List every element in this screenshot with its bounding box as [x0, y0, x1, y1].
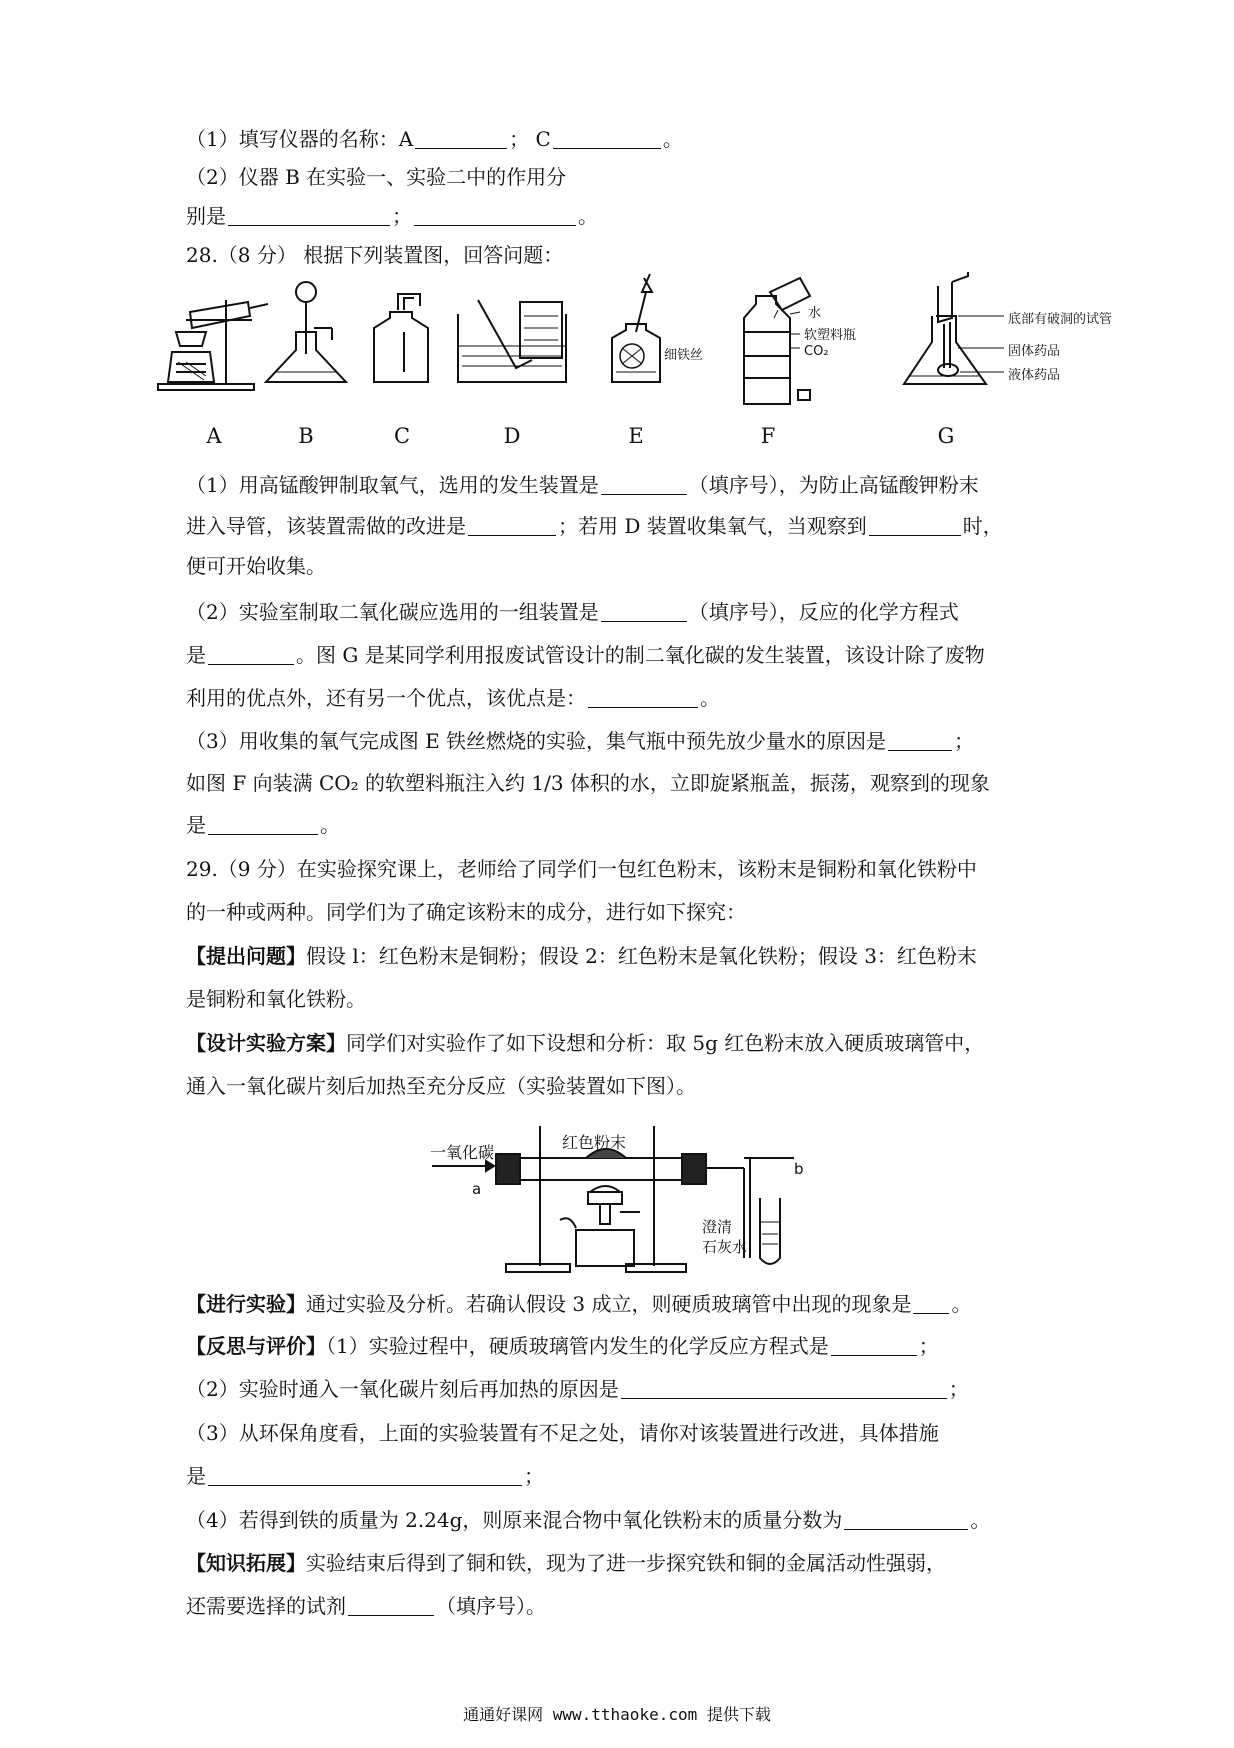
answer-blank-28-8[interactable]	[208, 812, 318, 835]
label-broken-tube: 底部有破洞的试管	[1008, 312, 1113, 327]
answer-blank-28-4[interactable]	[601, 599, 687, 622]
figure-label-f: F	[760, 424, 776, 448]
q29-line8-end: ；	[918, 1334, 939, 1358]
answer-blank-28-2[interactable]	[468, 513, 556, 536]
answer-blank-28-3[interactable]	[869, 513, 961, 536]
q28-line4-text-2: （填序号），反应的化学方程式	[688, 600, 959, 624]
figure-label-a: A	[206, 424, 222, 448]
label-lime-water-2: 石灰水	[702, 1238, 748, 1256]
q28-line3	[186, 551, 1066, 581]
answer-blank-b2[interactable]	[414, 203, 576, 226]
q28-line7-text: （3）用收集的氧气完成图 E 铁丝燃烧的实验，集气瓶中预先放少量水的原因是	[186, 729, 887, 753]
q28-line5-text: 是	[186, 643, 206, 667]
answer-blank-29-6[interactable]	[348, 1593, 434, 1616]
q28-line3-text: 便可开始收集。	[186, 554, 326, 578]
q29-line7-text: 通过实验及分析。若确认假设 3 成立，则硬质玻璃管中出现的现象是	[306, 1292, 912, 1316]
label-port-b: b	[794, 1160, 804, 1178]
label-liquid-reagent: 液体药品	[1008, 368, 1061, 383]
q29-line1-text: 29.（9 分）在实验探究课上，老师给了同学们一包红色粉末，该粉末是铜粉和氧化铁粉中	[186, 857, 977, 881]
q29-line2-text: 的一种或两种。同学们为了确定该粉末的成分，进行如下探究：	[186, 900, 746, 924]
section-tag-question: 【提出问题】	[186, 944, 306, 968]
q28-line7	[186, 726, 1066, 756]
q27-part3	[186, 201, 1066, 231]
answer-blank-29-4[interactable]	[208, 1463, 522, 1486]
answer-blank-29-1[interactable]	[913, 1291, 949, 1314]
q29-line8-text: （1）实验过程中，硬质玻璃管内发生的化学反应方程式是	[326, 1334, 829, 1358]
q28-line9-end: 。	[320, 813, 340, 837]
q29-line4-text: 是铜粉和氧化铁粉。	[186, 987, 366, 1011]
q29-line10	[186, 1418, 1066, 1448]
label-carbon-monoxide: 一氧化碳	[430, 1143, 495, 1162]
q29-line14	[186, 1591, 1066, 1621]
q28-line2	[186, 511, 1066, 541]
section-tag-experiment: 【进行实验】	[186, 1292, 306, 1316]
label-iron-wire: 细铁丝	[664, 348, 704, 363]
label-port-a: a	[472, 1180, 482, 1198]
q28-line5-text-2: 。图 G 是某同学利用报废试管设计的制二氧化碳的发生装置，该设计除了废物	[296, 643, 985, 667]
q27-part1	[186, 124, 1066, 154]
q29-line4	[186, 984, 1066, 1014]
q29-line10-text: （3）从环保角度看，上面的实验装置有不足之处，请你对该装置进行改进，具体措施	[186, 1421, 939, 1445]
label-lime-water-1: 澄清	[702, 1218, 733, 1236]
label-solid-reagent: 固体药品	[1008, 344, 1061, 359]
q29-line7	[186, 1289, 1066, 1319]
q29-line6-text: 通入一氧化碳片刻后加热至充分反应（实验装置如下图）。	[186, 1074, 696, 1098]
q29-line11	[186, 1461, 1066, 1491]
q28-line4-text: （2）实验室制取二氧化碳应选用的一组装置是	[186, 600, 599, 624]
q28-title	[186, 240, 1066, 270]
q28-line8-text: 如图 F 向装满 CO₂ 的软塑料瓶注入约 1/3 体积的水，立即旋紧瓶盖，振荡，观察到的现象	[186, 771, 990, 795]
apparatus-g	[904, 272, 1004, 384]
answer-blank-29-5[interactable]	[844, 1507, 968, 1530]
label-red-powder: 红色粉末	[562, 1133, 627, 1152]
answer-blank-28-5[interactable]	[208, 642, 294, 665]
apparatus-e	[612, 274, 660, 382]
answer-blank-c[interactable]	[553, 126, 661, 149]
q28-line1-text: （1）用高锰酸钾制取氧气，选用的发生装置是	[186, 473, 599, 497]
q28-line6-end: 。	[700, 686, 720, 710]
figure-label-d: D	[503, 424, 521, 448]
q29-line2	[186, 897, 1066, 927]
q29-line7-end: 。	[951, 1292, 972, 1316]
q28-line9	[186, 810, 1066, 840]
q29-line14-end: （填序号）。	[436, 1594, 546, 1618]
q29-line3-text: 假设 l：红色粉末是铜粉；假设 2：红色粉末是氧化铁粉；假设 3：红色粉末	[306, 944, 977, 968]
q29-line12-text: （4）若得到铁的质量为 2.24g，则原来混合物中氧化铁粉末的质量分数为	[186, 1508, 843, 1532]
figure-label-e: E	[628, 424, 644, 448]
q29-line12	[186, 1505, 1066, 1535]
q28-line2-text-2: ；若用 D 装置收集氧气，当观察到	[558, 514, 867, 538]
label-co2: CO₂	[804, 344, 829, 359]
q29-line11-text: 是	[186, 1464, 206, 1488]
q27-part3-text: 别是	[186, 204, 226, 228]
q28-line2-end: 时，	[962, 514, 1003, 538]
section-tag-reflection: 【反思与评价】	[186, 1334, 326, 1358]
q29-line5-text: 同学们对实验作了如下设想和分析：取 5g 红色粉末放入硬质玻璃管中，	[346, 1031, 985, 1055]
q27-part1-text-2: ； C	[509, 127, 551, 151]
answer-blank-28-6[interactable]	[588, 685, 698, 708]
section-tag-extension: 【知识拓展】	[186, 1551, 306, 1575]
q29-line8	[186, 1331, 1066, 1361]
page-footer: 通通好课网 www.tthaoke.com 提供下载	[463, 1705, 771, 1724]
q29-line12-end: 。	[970, 1508, 991, 1532]
q28-line4	[186, 597, 1066, 627]
q29-line3	[186, 941, 1066, 971]
q29-line1	[186, 854, 1066, 884]
section-tag-design: 【设计实验方案】	[186, 1031, 346, 1055]
q27-part1-text: （1）填写仪器的名称：A	[186, 127, 414, 151]
figure-label-c: C	[393, 424, 411, 448]
apparatus-d	[458, 300, 566, 382]
q28-line8	[186, 768, 1066, 798]
q28-line7-end: ；	[954, 729, 975, 753]
q29-line13	[186, 1548, 1066, 1578]
apparatus-f	[744, 278, 810, 404]
label-water: 水	[808, 306, 822, 321]
answer-blank-28-7[interactable]	[888, 728, 952, 751]
apparatus-c	[374, 294, 428, 382]
q29-line9-end: ；	[948, 1377, 969, 1401]
q28-line1-text-2: （填序号），为防止高锰酸钾粉末	[688, 473, 979, 497]
q29-line9-text: （2）实验时通入一氧化碳片刻后再加热的原因是	[186, 1377, 619, 1401]
answer-blank-28-1[interactable]	[601, 472, 687, 495]
q27-part2-text: （2）仪器 B 在实验一、实验二中的作用分	[186, 165, 567, 189]
q28-line6-text: 利用的优点外，还有另一个优点，该优点是：	[186, 686, 586, 710]
answer-blank-b1[interactable]	[228, 203, 390, 226]
q27-part2	[186, 162, 1066, 192]
q28-line5	[186, 640, 1066, 670]
answer-blank-29-2[interactable]	[831, 1333, 917, 1356]
apparatus-a	[158, 300, 268, 390]
answer-blank-29-3[interactable]	[621, 1376, 947, 1399]
label-plastic-bottle: 软塑料瓶	[804, 328, 857, 343]
q29-line9	[186, 1374, 1066, 1404]
q28-title-text: 28.（8 分） 根据下列装置图，回答问题：	[186, 243, 564, 267]
q28-line2-text: 进入导管，该装置需做的改进是	[186, 514, 466, 538]
q27-part3-sep: ；	[392, 204, 412, 228]
q29-line6	[186, 1071, 1066, 1101]
figure-label-g: G	[937, 424, 955, 448]
answer-blank-a[interactable]	[415, 126, 507, 149]
q29-line14-text: 还需要选择的试剂	[186, 1594, 346, 1618]
q29-line13-text: 实验结束后得到了铜和铁，现为了进一步探究铁和铜的金属活动性强弱，	[306, 1551, 946, 1575]
q27-part1-end: 。	[662, 127, 683, 151]
figure-label-b: B	[298, 424, 314, 448]
q28-line9-text: 是	[186, 813, 206, 837]
apparatus-b	[266, 282, 346, 382]
q29-line11-end: ；	[524, 1464, 544, 1488]
q29-line5	[186, 1028, 1066, 1058]
q27-part3-end: 。	[578, 204, 598, 228]
q28-line1	[186, 470, 1066, 500]
q28-line6	[186, 683, 1066, 713]
